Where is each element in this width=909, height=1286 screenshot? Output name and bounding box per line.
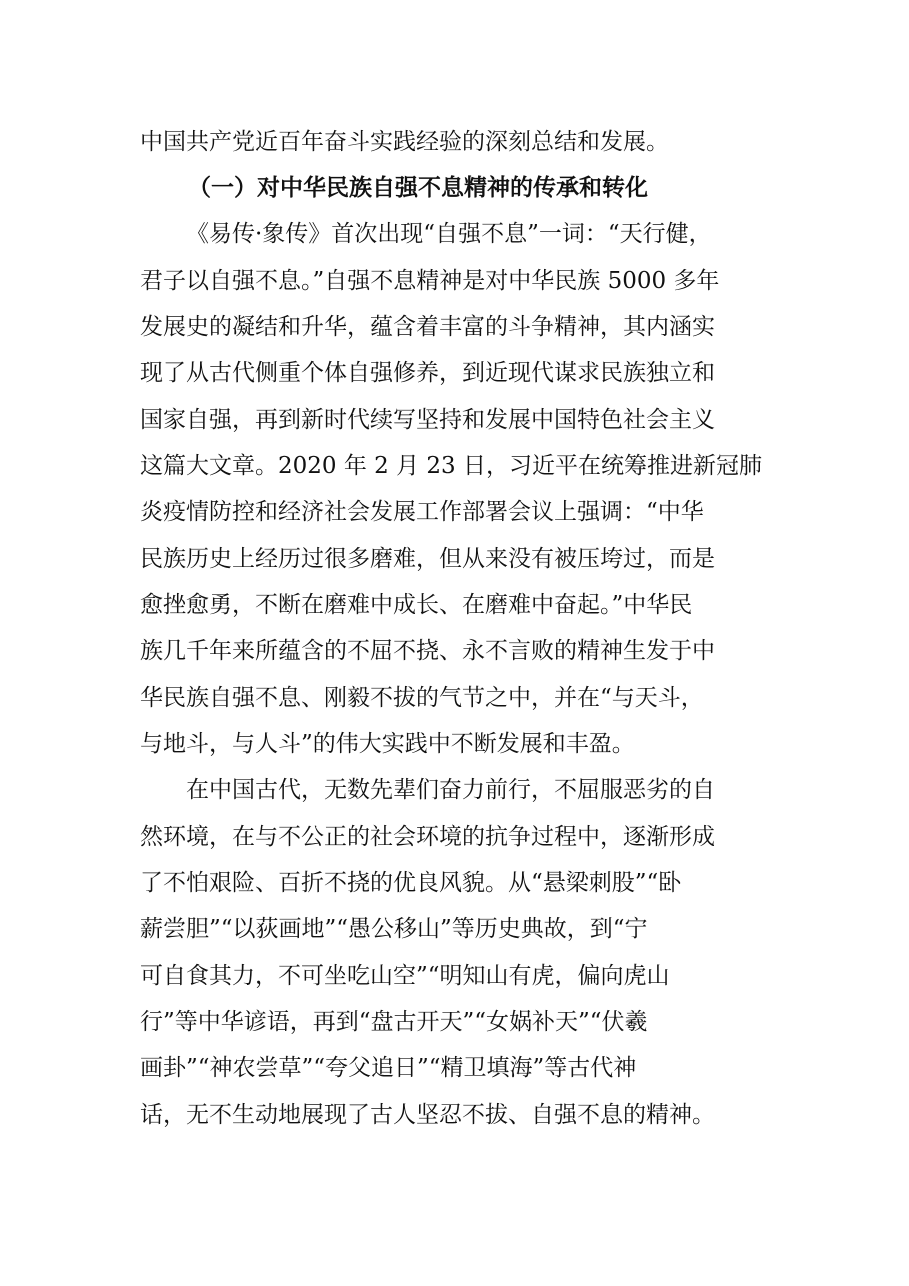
text-line: 愈挫愈勇，不断在磨难中成长、在磨难中奋起。”中华民 <box>140 592 693 618</box>
text-line: 现了从古代侧重个体自强修养，到近现代谋求民族独立和 <box>140 360 715 386</box>
text-line: 发展史的凝结和升华，蕴含着丰富的斗争精神，其内涵实 <box>140 314 715 340</box>
text-line: 在中国古代，无数先辈们奋力前行，不屈服恶劣的自 <box>186 777 715 803</box>
text-line: 薪尝胆”“以荻画地”“愚公移山”等历史典故，到“宁 <box>140 916 648 942</box>
text-line: 国家自强，再到新时代续写坚持和发展中国特色社会主义 <box>140 407 715 433</box>
text-line: 了不怕艰险、百折不挠的优良风貌。从“悬梁刺股”“卧 <box>140 870 682 896</box>
text-line: 炎疫情防控和经济社会发展工作部署会议上强调：“中华 <box>140 499 704 525</box>
text-line: 话，无不生动地展现了古人坚忍不拔、自强不息的精神。 <box>140 1102 715 1128</box>
text-line: 与地斗，与人斗”的伟大实践中不断发展和丰盈。 <box>140 731 635 757</box>
text-line: 画卦”“神农尝草”“夸父追日”“精卫填海”等古代神 <box>140 1055 637 1081</box>
text-line: 民族历史上经历过很多磨难，但从来没有被压垮过，而是 <box>140 546 715 572</box>
section-heading: （一）对中华民族自强不息精神的传承和转化 <box>188 174 648 201</box>
text-line: 这篇大文章。2020 年 2 月 23 日，习近平在统筹推进新冠肺 <box>140 453 762 479</box>
text-line: 《易传·象传》首次出现“自强不息”一词：“天行健， <box>186 221 712 247</box>
text-line: 中国共产党近百年奋斗实践经验的深刻总结和发展。 <box>140 129 669 155</box>
text-line: 族几千年来所蕴含的不屈不挠、永不言败的精神生发于中 <box>140 638 715 664</box>
text-line: 华民族自强不息、刚毅不拔的气节之中，并在“与天斗， <box>140 685 704 711</box>
text-line: 君子以自强不息。”自强不息精神是对中华民族 5000 多年 <box>140 268 720 294</box>
text-line: 行”等中华谚语，再到“盘古开天”“女娲补天”“伏羲 <box>140 1009 648 1035</box>
text-line: 可自食其力，不可坐吃山空”“明知山有虎，偏向虎山 <box>140 963 670 989</box>
text-line: 然环境，在与不公正的社会环境的抗争过程中，逐渐形成 <box>140 824 715 850</box>
